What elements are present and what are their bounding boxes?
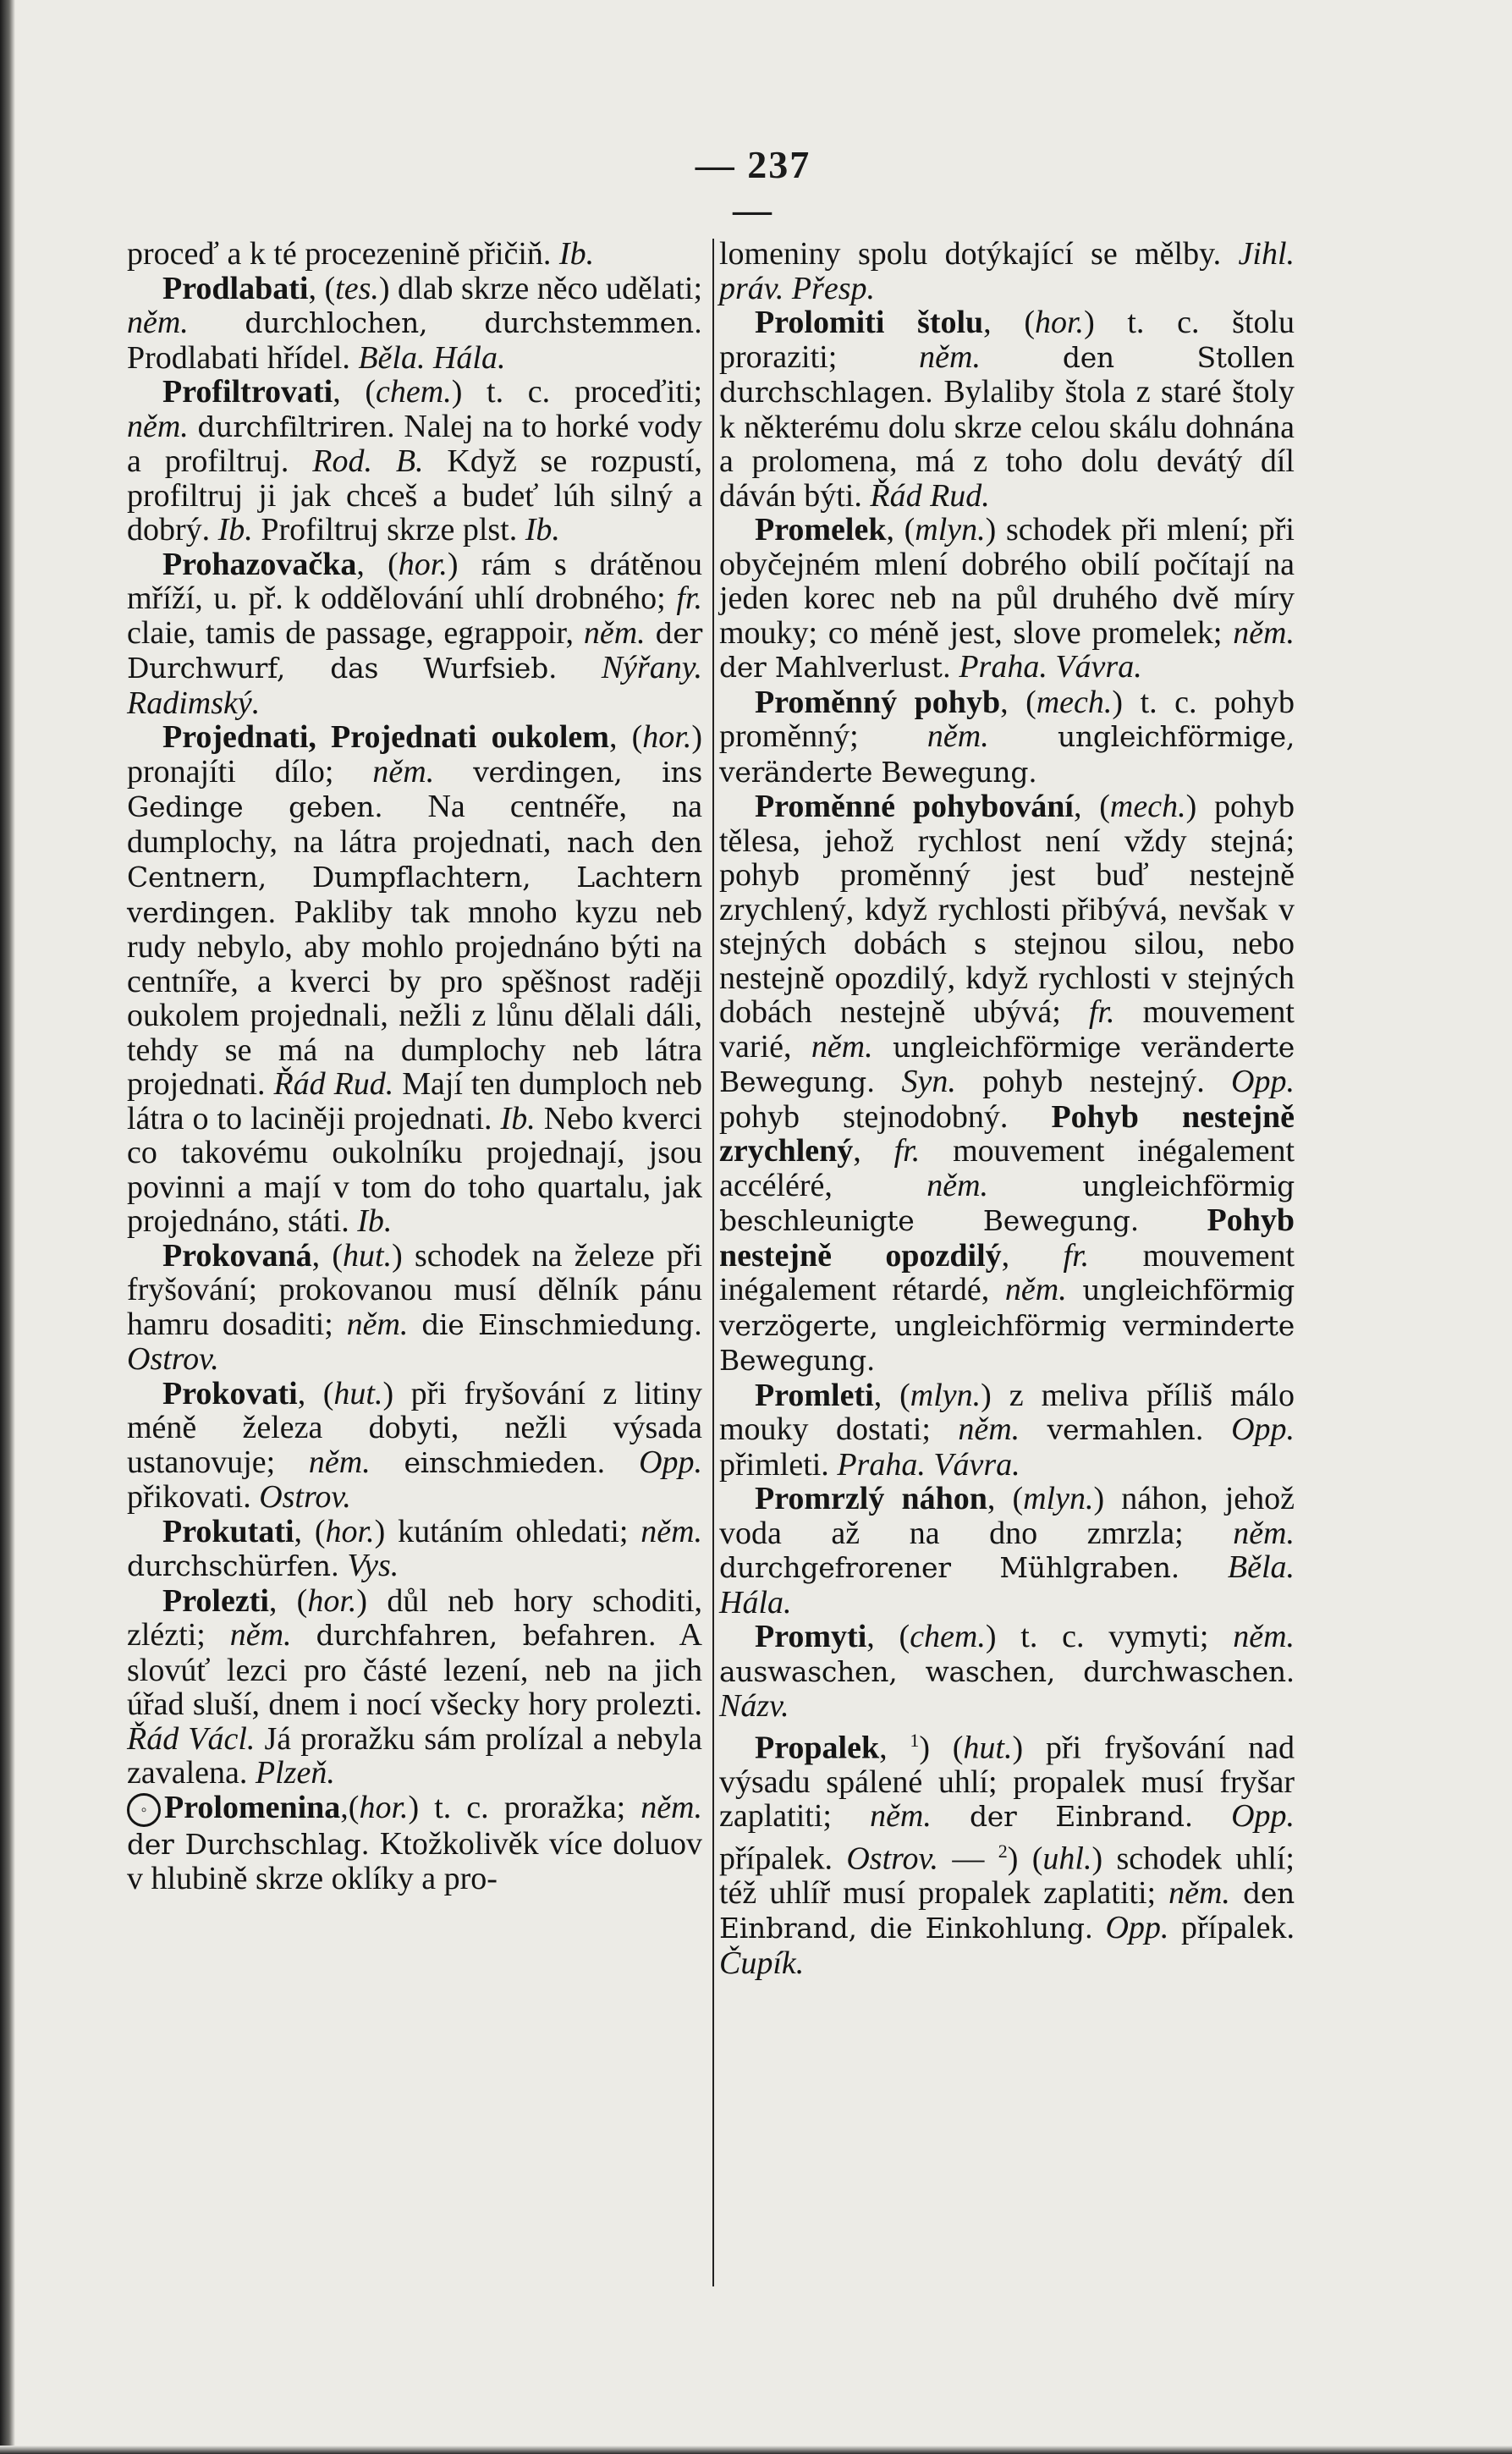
entry-text: [1230, 1875, 1243, 1911]
entry-text: ) schodek při mlení; při obyčejném mlení dobrého obilí počítají na jeden korec neb na půl druhého dvě míry mouky; co méně jest, slove promelek;: [719, 512, 1295, 651]
entry-text: Mají ten dumploch neb látra o to laciněji projednati.: [127, 1066, 702, 1136]
entry-text: , (: [308, 270, 336, 306]
german-term: ungleichförmige, veränderte Bewegung.: [719, 720, 1295, 789]
left-column: [127, 237, 702, 1896]
entry-text: ) t. c. štolu proraziti;: [719, 305, 1295, 375]
entry-text: [981, 339, 1063, 375]
entry-text: Když se rozpustí, profiltruj ji jak chceš a budeť lúh silný a dobrý.: [127, 443, 702, 547]
entry-text: Ktožkolivěk více doluov v hlubině skrze oklíky a pro-: [127, 1825, 702, 1897]
headword: Promelek: [755, 512, 887, 547]
field-label: tes.: [335, 270, 379, 306]
field-label: fr.: [893, 1133, 921, 1169]
field-label: hor.: [398, 546, 448, 582]
field-label: hut.: [343, 1237, 393, 1274]
source-citation: Ib.: [357, 1203, 393, 1239]
entry-text: [1204, 1411, 1231, 1447]
headword: Prodlabati: [162, 270, 309, 306]
headword: Profiltrovati: [162, 374, 333, 410]
entry-text: [605, 1444, 639, 1480]
field-label: něm.: [1004, 1272, 1067, 1307]
entry-text: [292, 1617, 316, 1653]
source-citation: Praha. Vávra.: [837, 1446, 1020, 1483]
entry-text: ) schodek uhlí; též uhlíř musí propalek zaplatiti;: [719, 1840, 1295, 1911]
entry-text: [932, 1798, 970, 1834]
entry-text: ) důl neb hory schoditi, zlézti;: [127, 1582, 703, 1653]
entry-text: Prodlabati hřídel.: [127, 339, 359, 376]
entry-text: [434, 754, 473, 790]
entry-text: Profiltruj skrze plst.: [252, 512, 525, 547]
entry-text: ) náhon, jehož voda až na dno zmrzla;: [719, 1481, 1295, 1551]
headword: Projednati, Projednati oukolem: [162, 719, 609, 755]
entry-text: mouvement inégalement rétardé,: [719, 1237, 1295, 1307]
headword: Pohyb nestejně zrychlený: [719, 1098, 1295, 1169]
entry-text: , (: [297, 1375, 334, 1411]
german-term: der Durchwurf, das Wurfsieb.: [127, 616, 703, 685]
source-citation: Ostrov.: [127, 1341, 219, 1377]
entry-text: , (: [356, 546, 399, 582]
entry-text: pohyb nestejný.: [955, 1064, 1232, 1099]
source-citation: Čupík.: [719, 1945, 805, 1981]
dictionary-entry: [719, 237, 1295, 305]
entry-text: , (: [873, 1377, 910, 1413]
entry-text: , (: [1073, 789, 1110, 824]
source-citation: Běla. Hála.: [719, 1549, 1295, 1620]
headword: Prolomenina: [164, 1789, 341, 1825]
field-label: něm.: [229, 1617, 292, 1653]
german-term: durchfahren, befahren.: [316, 1619, 657, 1652]
source-citation: Vys.: [347, 1548, 399, 1583]
german-term: ungleichförmig verzögerte, ungleichförmig verminderte Bewegung.: [719, 1274, 1295, 1377]
entry-text: [1067, 1272, 1083, 1307]
german-term: vermahlen.: [1047, 1413, 1204, 1446]
entry-text: ) t. c. proceďiti;: [451, 374, 702, 410]
dictionary-entry: [127, 1239, 702, 1377]
entry-text: , (: [294, 1513, 326, 1549]
field-label: něm.: [308, 1444, 371, 1480]
entry-text: , (: [311, 1237, 344, 1274]
source-citation: Ib.: [558, 236, 595, 272]
entry-text: [988, 1168, 1082, 1203]
entry-text: ) pronajíti dílo;: [127, 719, 702, 790]
entry-text: ,: [853, 1133, 894, 1169]
source-citation: Opp.: [639, 1444, 703, 1480]
entry-text: claie, tamis de passage, egrappoir,: [127, 614, 584, 651]
dictionary-entry: [127, 272, 702, 376]
dictionary-entry: [719, 1620, 1295, 1724]
entry-text: [1093, 1910, 1106, 1945]
field-label: něm.: [919, 338, 981, 375]
headword: Proměnné pohybování: [755, 789, 1074, 824]
headword: Prohazovačka: [162, 546, 357, 582]
field-label: hor.: [359, 1789, 409, 1825]
headword: Pohyb nestejně opozdilý: [719, 1202, 1295, 1274]
german-term: ungleichförmig beschleunigte Bewegung.: [719, 1169, 1295, 1237]
field-label: fr.: [676, 580, 702, 616]
entry-text: [1193, 1798, 1231, 1834]
entry-text: [873, 1029, 893, 1065]
source-citation: Řád Rud.: [870, 477, 990, 514]
dictionary-entry: [719, 685, 1295, 790]
entry-text: Já proražku sám prolízal a nebyla zavalena.: [127, 1720, 702, 1791]
source-citation: Rod. B.: [312, 443, 424, 479]
page-number: — 237 —: [695, 143, 811, 231]
dictionary-entry: [127, 375, 702, 547]
entry-marker-icon: ◦: [127, 1793, 161, 1827]
headword: Prokutati: [162, 1513, 294, 1549]
field-label: chem.: [376, 374, 452, 410]
source-citation: Ib.: [500, 1100, 536, 1136]
source-citation: Opp.: [1231, 1798, 1295, 1835]
source-citation: Syn.: [901, 1064, 956, 1099]
german-term: einschmieden.: [404, 1445, 606, 1479]
entry-text: , (: [333, 374, 377, 410]
field-label: něm.: [372, 753, 435, 790]
source-citation: Praha. Vávra.: [959, 649, 1142, 685]
entry-text: ) schodek na železe při fryšování; prokovanou musí dělník pánu hamru dosaditi;: [127, 1237, 702, 1342]
entry-text: [189, 305, 245, 340]
headword: Prolezti: [162, 1582, 269, 1619]
headword: Propalek: [755, 1730, 880, 1766]
german-term: die Einschmiedung.: [421, 1307, 702, 1341]
entry-text: ) při fryšování nad výsadu spálené uhlí; propalek musí fryšar zaplatiti;: [719, 1730, 1295, 1835]
german-term: den Stollen durchschlagen.: [719, 340, 1295, 409]
field-label: mlyn.: [915, 512, 986, 547]
field-label: něm.: [583, 614, 646, 651]
sense-number: 1: [910, 1729, 920, 1751]
entry-text: ,: [879, 1730, 910, 1766]
entry-text: ) t. c. proražka;: [408, 1789, 641, 1825]
source-citation: Opp.: [1105, 1910, 1169, 1946]
dictionary-entry: [719, 1378, 1295, 1483]
entry-text: ) z meliva příliš málo mouky dostati;: [719, 1377, 1295, 1447]
entry-text: [557, 650, 602, 685]
field-label: něm.: [641, 1513, 703, 1549]
page-edge-shadow-bottom: [0, 2446, 1512, 2454]
entry-text: [408, 1307, 421, 1342]
dictionary-entry: [127, 1515, 702, 1584]
entry-text: [1020, 1411, 1047, 1447]
entry-text: pohyb stejnodobný.: [719, 1098, 1052, 1135]
dictionary-entry: [127, 720, 702, 1239]
dictionary-entry: [719, 1482, 1295, 1620]
headword: Prolomiti štolu: [755, 305, 984, 340]
entry-text: A slovúť lezci pro částé lezení, neb na jich úřad sluší, dnem i nocí všecky hory prolezti.: [127, 1617, 702, 1722]
entry-text: [371, 1444, 404, 1480]
entry-text: lomeniny spolu dotýkající se mělby.: [719, 236, 1239, 272]
source-citation: Ib.: [525, 512, 560, 547]
field-label: něm.: [1233, 1619, 1295, 1654]
entry-text: [1179, 1549, 1228, 1585]
entry-text: přípalek.: [1168, 1910, 1295, 1946]
field-label: hor.: [307, 1582, 357, 1619]
entry-text: mouvement inégalement accéléré,: [719, 1133, 1295, 1203]
field-label: něm.: [926, 1167, 989, 1203]
source-citation: Řád Václ.: [127, 1720, 256, 1757]
field-label: mlyn.: [1023, 1481, 1094, 1516]
field-label: něm.: [1233, 1515, 1295, 1551]
entry-text: , (: [866, 1619, 910, 1654]
source-citation: Ib.: [217, 512, 253, 547]
field-label: něm.: [958, 1411, 1020, 1447]
entry-text: Pakliby tak mnoho kyzu neb rudy nebylo, aby mohlo projednáno býti na centníře, a kverci by pro spěšnost raději oukolem projednali, nežli z lůnu dělali dáli, tehdy se má na dumplochy neb látra projednati.: [127, 894, 702, 1102]
field-label: něm.: [811, 1028, 873, 1065]
german-term: auswaschen, waschen, durchwaschen.: [719, 1654, 1295, 1688]
headword: Prokovaná: [162, 1237, 312, 1274]
field-label: něm.: [870, 1798, 932, 1835]
field-label: hor.: [642, 719, 692, 755]
dictionary-entry: [719, 790, 1295, 1378]
entry-text: přikovati.: [127, 1479, 260, 1515]
field-label: hor.: [325, 1513, 375, 1549]
source-citation: Nýřany. Radimský.: [127, 650, 702, 721]
dictionary-entry: [719, 513, 1295, 685]
german-term: durchlochen, durchstemmen.: [245, 306, 703, 339]
field-label: hut.: [333, 1375, 383, 1411]
german-term: der Mahlverlust.: [719, 651, 951, 684]
entry-text: ) (: [1007, 1840, 1043, 1877]
entry-text: ) rám s drátěnou mříží, u. př. k oddělování uhlí drobného;: [127, 546, 703, 616]
field-label: fr.: [1088, 994, 1115, 1030]
german-term: nach den Centnern, Dumpflachtern, Lachtern verdingen.: [127, 825, 702, 929]
right-column: [719, 237, 1295, 1980]
entry-text: —: [938, 1840, 998, 1877]
german-term: durchschürfen.: [127, 1549, 339, 1582]
field-label: něm.: [1168, 1874, 1230, 1911]
dictionary-entry: [127, 237, 702, 272]
entry-text: , (: [983, 305, 1035, 340]
headword: Proměnný pohyb: [755, 684, 1001, 720]
source-citation: Názv.: [719, 1688, 789, 1724]
field-label: hor.: [1034, 305, 1085, 340]
source-citation: Opp.: [1231, 1064, 1295, 1099]
column-divider: [712, 239, 714, 2286]
headword: Promrzlý náhon: [755, 1481, 987, 1516]
source-citation: Běla. Hála.: [358, 339, 506, 376]
entry-text: ) t. c. pohyb proměnný;: [719, 684, 1295, 754]
dictionary-entry: [719, 305, 1295, 513]
entry-text: Nalej na to horké vody a profiltruj.: [127, 408, 703, 479]
dictionary-entry: [127, 547, 702, 721]
field-label: něm.: [641, 1789, 702, 1825]
headword: Promyti: [755, 1619, 867, 1654]
source-citation: Opp.: [1231, 1411, 1295, 1447]
german-term: den Einbrand, die Einkohlung.: [719, 1876, 1295, 1945]
entry-text: [646, 615, 656, 651]
entry-text: Bylaliby štola z staré štoly k některému dolu skrze celou skálu dohnána a prolomena, má z toho dolu devátý díl dáván býti.: [719, 374, 1295, 514]
entry-text: ) t. c. vymyti;: [985, 1619, 1234, 1654]
field-label: něm.: [127, 408, 189, 444]
source-citation: Řád Rud.: [273, 1066, 394, 1102]
entry-text: mouvement varié,: [719, 994, 1295, 1065]
entry-text: ,(: [340, 1789, 360, 1825]
field-label: hut.: [963, 1730, 1013, 1766]
entry-text: [1139, 1202, 1207, 1238]
field-label: fr.: [1063, 1237, 1090, 1274]
entry-text: ) dlab skrze něco udělati;: [378, 270, 702, 306]
field-label: něm.: [127, 305, 189, 340]
german-term: verdingen, ins Gedinge geben.: [127, 755, 702, 823]
entry-text: , (: [1000, 684, 1036, 720]
entry-text: [951, 649, 959, 685]
dictionary-entry: [127, 1377, 702, 1515]
entry-text: ,: [1001, 1237, 1064, 1274]
german-term: der Einbrand.: [969, 1800, 1193, 1834]
field-label: mlyn.: [910, 1377, 981, 1413]
entry-text: proceď a k té procezenině přičiň.: [127, 236, 559, 272]
entry-text: [189, 409, 198, 444]
source-citation: Plzeň.: [255, 1755, 335, 1791]
headword: Promleti: [755, 1377, 874, 1413]
source-citation: Jihl. práv. Přesp.: [719, 236, 1295, 306]
entry-text: , (: [608, 719, 643, 755]
entry-text: [989, 718, 1058, 754]
german-term: ungleichförmige veränderte Bewegung.: [719, 1030, 1295, 1098]
source-citation: Ostrov.: [259, 1479, 351, 1515]
entry-text: [339, 1548, 348, 1583]
german-term: der Durchschlag.: [127, 1827, 370, 1861]
field-label: něm.: [1233, 614, 1295, 651]
source-citation: Ostrov.: [846, 1840, 939, 1877]
field-label: uhl.: [1042, 1840, 1092, 1877]
entry-text: [875, 1064, 901, 1099]
entry-text: Na centnéře, na dumplochy, na látra projednati,: [127, 789, 702, 860]
field-label: chem.: [910, 1619, 986, 1654]
page-edge-shadow-left: [0, 0, 15, 2454]
field-label: mech.: [1036, 684, 1113, 720]
dictionary-entry: [127, 1584, 702, 1791]
field-label: něm.: [346, 1306, 409, 1342]
entry-text: přípalek.: [719, 1840, 847, 1877]
entry-text: ) kutáním ohledati;: [374, 1513, 641, 1549]
field-label: něm.: [926, 718, 989, 754]
sense-number: 2: [998, 1840, 1008, 1862]
headword: Prokovati: [162, 1375, 298, 1411]
entry-text: , (: [268, 1582, 308, 1619]
field-label: mech.: [1109, 789, 1186, 824]
dictionary-entry: [127, 1791, 702, 1896]
entry-text: ) (: [919, 1730, 964, 1766]
german-term: durchfiltriren.: [197, 410, 395, 443]
dictionary-entry: [719, 1724, 1295, 1981]
entry-text: ) pohyb tělesa, jehož rychlost není vždy stejná; pohyb proměnný jest buď nestejně zrychlený, když rychlosti přibývá, nevšak v stejných dobách s stejnou silou, nebo nestejně opozdilý, když rychlosti v stejných dobách nestejně ubývá;: [719, 789, 1295, 1030]
entry-text: Nebo kverci co takovému oukolníku projednají, jsou povinni a mají v tom do toho quartalu, jak projednáno, státi.: [127, 1100, 702, 1239]
entry-text: přimleti.: [719, 1446, 838, 1483]
entry-text: , (: [987, 1481, 1024, 1516]
german-term: durchgefrorener Mühlgraben.: [719, 1551, 1179, 1584]
entry-text: ) při fryšování z litiny méně železa dobyti, nežli výsada ustanovuje;: [127, 1375, 703, 1480]
entry-text: , (: [886, 512, 915, 547]
